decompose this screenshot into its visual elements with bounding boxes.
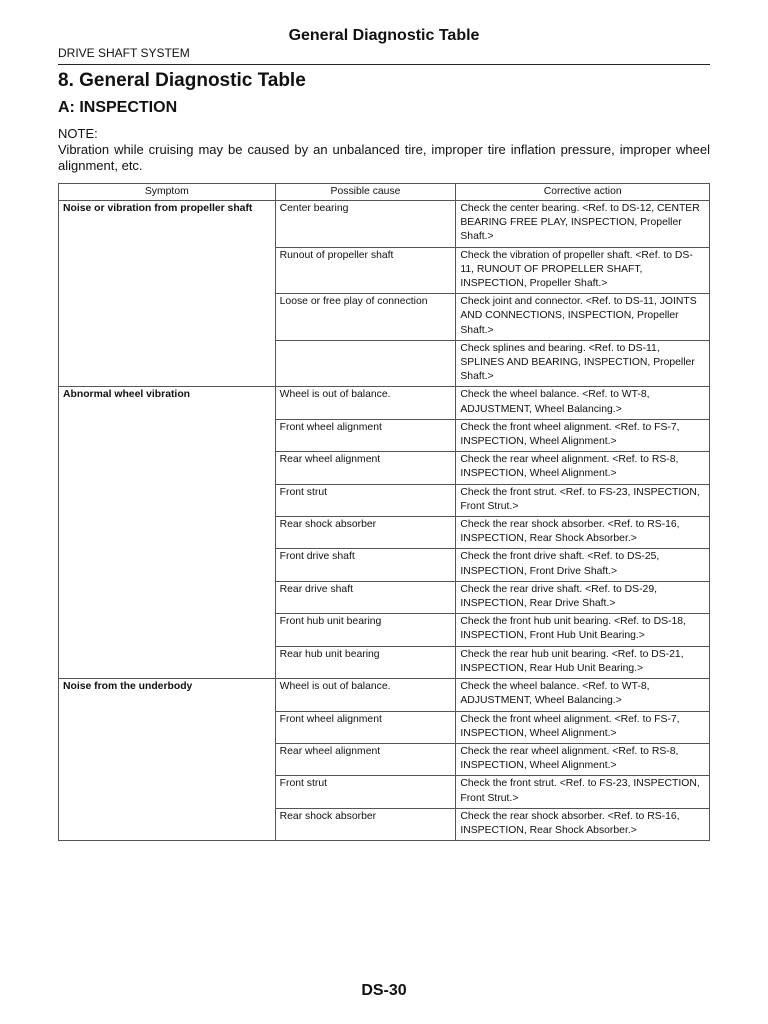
cause-cell: Rear shock absorber [275,808,456,840]
cause-cell: Rear wheel alignment [275,452,456,484]
action-cell: Check the wheel balance. <Ref. to WT-8, ADJUSTMENT, Wheel Balancing.> [456,679,710,711]
action-cell: Check the front wheel alignment. <Ref. to FS-7, INSPECTION, Wheel Alignment.> [456,419,710,451]
action-cell: Check the front strut. <Ref. to FS-23, INSPECTION, Front Strut.> [456,776,710,808]
cause-cell: Wheel is out of balance. [275,387,456,419]
cause-cell: Rear drive shaft [275,581,456,613]
table-body [59,201,710,841]
symptom-cell: Noise or vibration from propeller shaft [59,201,276,387]
action-cell: Check joint and connector. <Ref. to DS-11, JOINTS AND CONNECTIONS, INSPECTION, Propeller Shaft.> [456,294,710,341]
page-header [58,24,710,65]
action-cell: Check the front strut. <Ref. to FS-23, INSPECTION, Front Strut.> [456,484,710,516]
action-cell: Check the rear shock absorber. <Ref. to RS-16, INSPECTION, Rear Shock Absorber.> [456,517,710,549]
action-cell: Check splines and bearing. <Ref. to DS-11, SPLINES AND BEARING, INSPECTION, Propeller Shaft.> [456,340,710,387]
cause-cell: Runout of propeller shaft [275,247,456,294]
diagnostic-table [58,183,710,841]
cause-cell: Front drive shaft [275,549,456,581]
table-row [59,679,710,711]
cause-cell: Front wheel alignment [275,419,456,451]
cause-cell: Loose or free play of connection [275,294,456,341]
note-text: Vibration while cruising may be caused by an unbalanced tire, improper tire inflation pressure, improper wheel alignment, etc. [58,142,710,173]
action-cell: Check the front wheel alignment. <Ref. to FS-7, INSPECTION, Wheel Alignment.> [456,711,710,743]
header-section-label: DRIVE SHAFT SYSTEM [58,46,190,60]
column-header-action: Corrective action [456,184,710,201]
action-cell: Check the rear wheel alignment. <Ref. to RS-8, INSPECTION, Wheel Alignment.> [456,743,710,775]
symptom-cell: Noise from the underbody [59,679,276,841]
page-number: DS-30 [361,982,407,999]
cause-cell: Front hub unit bearing [275,614,456,646]
action-cell: Check the rear wheel alignment. <Ref. to RS-8, INSPECTION, Wheel Alignment.> [456,452,710,484]
action-cell: Check the front drive shaft. <Ref. to DS-25, INSPECTION, Front Drive Shaft.> [456,549,710,581]
cause-cell: Wheel is out of balance. [275,679,456,711]
symptom-cell: Abnormal wheel vibration [59,387,276,679]
action-cell: Check the rear shock absorber. <Ref. to RS-16, INSPECTION, Rear Shock Absorber.> [456,808,710,840]
cause-cell: Center bearing [275,201,456,248]
section-heading: 8. General Diagnostic Table [58,70,306,91]
table-header-row [59,184,710,201]
sub-heading: A: INSPECTION [58,99,178,116]
action-cell: Check the center bearing. <Ref. to DS-12, CENTER BEARING FREE PLAY, INSPECTION, Propeller Shaft.> [456,201,710,248]
cause-cell [275,340,456,387]
cause-cell: Rear shock absorber [275,517,456,549]
cause-cell: Rear wheel alignment [275,743,456,775]
table-row [59,387,710,419]
header-title: General Diagnostic Table [288,27,480,44]
table-row [59,201,710,248]
note-label: NOTE: [58,126,98,141]
action-cell: Check the rear drive shaft. <Ref. to DS-29, INSPECTION, Rear Drive Shaft.> [456,581,710,613]
column-header-symptom: Symptom [59,184,276,201]
cause-cell: Front wheel alignment [275,711,456,743]
cause-cell: Front strut [275,776,456,808]
action-cell: Check the vibration of propeller shaft. <Ref. to DS-11, RUNOUT OF PROPELLER SHAFT, INSPECTION, Propeller Shaft.> [456,247,710,294]
cause-cell: Front strut [275,484,456,516]
action-cell: Check the wheel balance. <Ref. to WT-8, ADJUSTMENT, Wheel Balancing.> [456,387,710,419]
column-header-cause: Possible cause [275,184,456,201]
action-cell: Check the rear hub unit bearing. <Ref. to DS-21, INSPECTION, Rear Hub Unit Bearing.> [456,646,710,678]
action-cell: Check the front hub unit bearing. <Ref. to DS-18, INSPECTION, Front Hub Unit Bearing.> [456,614,710,646]
cause-cell: Rear hub unit bearing [275,646,456,678]
